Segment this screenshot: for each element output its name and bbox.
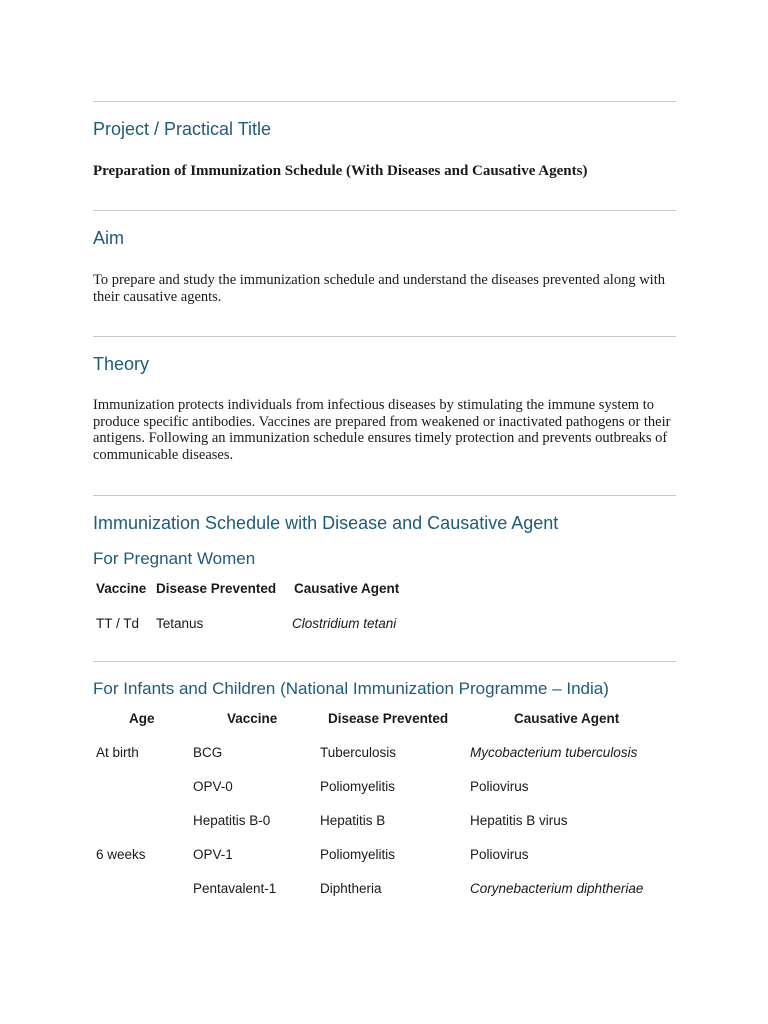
table-header-vaccine: Vaccine xyxy=(96,581,147,596)
subheading-pregnant-women: For Pregnant Women xyxy=(93,549,256,568)
table-cell-agent: Poliovirus xyxy=(470,847,529,862)
table-cell-disease: Tuberculosis xyxy=(320,745,397,760)
table-cell-age: At birth xyxy=(96,745,139,760)
table-cell-vaccine: OPV-1 xyxy=(193,847,233,862)
table-header-disease: Disease Prevented xyxy=(328,711,449,726)
section-heading-aim: Aim xyxy=(93,228,124,248)
section-heading-schedule: Immunization Schedule with Disease and Causative Agent xyxy=(93,513,559,533)
divider-top xyxy=(93,101,676,102)
table-cell-agent: Poliovirus xyxy=(470,779,529,794)
table-header-agent: Causative Agent xyxy=(514,711,620,726)
divider-theory xyxy=(93,336,676,337)
table-header-disease: Disease Prevented xyxy=(156,581,277,596)
table-cell-agent: Hepatitis B virus xyxy=(470,813,568,828)
subheading-infants-children: For Infants and Children (National Immunization Programme – India) xyxy=(93,679,609,698)
section-heading-title: Project / Practical Title xyxy=(93,119,272,139)
table-cell-agent: Corynebacterium diphtheriae xyxy=(470,881,644,896)
table-cell-disease: Tetanus xyxy=(156,616,204,631)
practical-title-text: Preparation of Immunization Schedule (With Diseases and Causative Agents) xyxy=(93,163,588,179)
table-cell-vaccine: Hepatitis B-0 xyxy=(193,813,271,828)
table-header-agent: Causative Agent xyxy=(294,581,400,596)
table-cell-disease: Poliomyelitis xyxy=(320,847,396,862)
table-cell-vaccine: TT / Td xyxy=(96,616,140,631)
divider-schedule xyxy=(93,495,676,496)
theory-text: Immunization protects individuals from infectious diseases by stimulating the immune system to produce specific antibodies. Vaccines are prepared from weakened or inactivated pathogens or their antigens. Following an immunization schedule ensures timely protection and prevents outbreaks of communicable diseases. xyxy=(93,397,671,463)
table-cell-disease: Diphtheria xyxy=(320,881,382,896)
table-cell-vaccine: OPV-0 xyxy=(193,779,233,794)
table-cell-agent: Mycobacterium tuberculosis xyxy=(470,745,638,760)
table-cell-disease: Hepatitis B xyxy=(320,813,386,828)
table-cell-age: 6 weeks xyxy=(96,847,146,862)
aim-text: To prepare and study the immunization schedule and understand the diseases prevented along with their causative agents. xyxy=(93,272,665,305)
table-header-vaccine: Vaccine xyxy=(227,711,278,726)
table-cell-agent: Clostridium tetani xyxy=(292,616,397,631)
divider-children xyxy=(93,661,676,662)
divider-aim xyxy=(93,210,676,211)
table-cell-vaccine: Pentavalent-1 xyxy=(193,881,277,896)
table-header-age: Age xyxy=(129,711,155,726)
section-heading-theory: Theory xyxy=(93,354,150,374)
table-cell-disease: Poliomyelitis xyxy=(320,779,396,794)
table-cell-vaccine: BCG xyxy=(193,745,223,760)
